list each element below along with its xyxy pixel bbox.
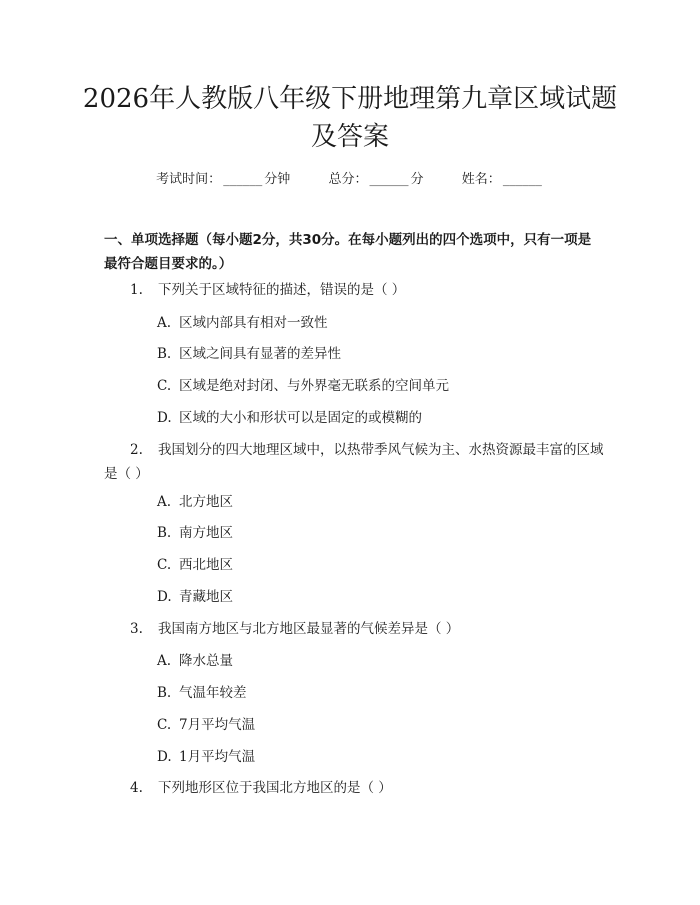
option-letter: A. xyxy=(157,315,172,331)
question-2-option-c xyxy=(157,554,233,576)
question-2-option-b xyxy=(157,522,233,544)
option-letter: C. xyxy=(157,378,172,394)
question-1 xyxy=(130,279,405,301)
question-number: 3. xyxy=(130,621,143,637)
option-letter: D. xyxy=(157,410,172,426)
question-3 xyxy=(130,618,459,640)
student-name-label: 姓名： xyxy=(461,172,501,187)
document-title: 2026年人教版八年级下册地理第九章区域试题及答案 xyxy=(82,84,618,152)
question-1-option-a xyxy=(157,312,328,334)
exam-time-blank: ______ xyxy=(223,172,263,187)
question-number: 1. xyxy=(130,282,143,298)
total-score-blank: ______ xyxy=(369,172,409,187)
question-text: 我国南方地区与北方地区最显著的气候差异是（ ） xyxy=(158,621,460,637)
question-2-option-d xyxy=(157,586,233,608)
option-letter: B. xyxy=(157,346,172,362)
option-letter: B. xyxy=(157,525,172,541)
total-score-label: 总分： xyxy=(328,172,368,187)
question-4 xyxy=(130,777,392,799)
option-letter: A. xyxy=(157,494,172,510)
question-1-option-b xyxy=(157,343,341,365)
option-text: 西北地区 xyxy=(179,557,233,573)
question-text: 下列关于区域特征的描述，错误的是（ ） xyxy=(158,282,406,298)
option-text: 区域是绝对封闭、与外界毫无联系的空间单元 xyxy=(179,378,449,394)
exam-time-label: 考试时间： xyxy=(156,172,222,187)
exam-info-line xyxy=(0,168,700,187)
option-text: 北方地区 xyxy=(179,494,233,510)
option-text: 区域之间具有显著的差异性 xyxy=(179,346,341,362)
option-text: 南方地区 xyxy=(179,525,233,541)
question-3-option-a xyxy=(157,650,233,672)
option-letter: D. xyxy=(157,589,172,605)
question-text: 我国划分的四大地理区域中，以热带季风气候为主、水热资源最丰富的区域是（ ） xyxy=(104,442,604,482)
option-text: 7月平均气温 xyxy=(179,717,256,733)
question-2-option-a xyxy=(157,491,233,513)
question-3-option-d xyxy=(157,746,255,768)
question-2 xyxy=(104,438,604,486)
question-1-option-d xyxy=(157,407,422,429)
question-3-option-b xyxy=(157,682,247,704)
option-text: 1月平均气温 xyxy=(179,749,256,765)
question-number: 4. xyxy=(130,780,143,796)
option-letter: C. xyxy=(157,717,172,733)
option-text: 青藏地区 xyxy=(179,589,233,605)
question-3-option-c xyxy=(157,714,255,736)
option-letter: B. xyxy=(157,685,172,701)
option-text: 区域的大小和形状可以是固定的或模糊的 xyxy=(179,410,422,426)
option-letter: A. xyxy=(157,653,172,669)
option-text: 降水总量 xyxy=(179,653,233,669)
option-text: 气温年较差 xyxy=(179,685,247,701)
exam-time-unit: 分钟 xyxy=(264,172,291,187)
question-1-option-c xyxy=(157,375,449,397)
student-name-blank: ______ xyxy=(502,172,542,187)
total-score-unit: 分 xyxy=(410,172,424,187)
option-letter: C. xyxy=(157,557,172,573)
question-number: 2. xyxy=(130,442,143,458)
question-text: 下列地形区位于我国北方地区的是（ ） xyxy=(158,780,392,796)
option-text: 区域内部具有相对一致性 xyxy=(179,315,328,331)
option-letter: D. xyxy=(157,749,172,765)
section-heading: 一、单项选择题（每小题2分，共30分。在每小题列出的四个选项中，只有一项是最符合题目要求的。） xyxy=(104,232,592,272)
